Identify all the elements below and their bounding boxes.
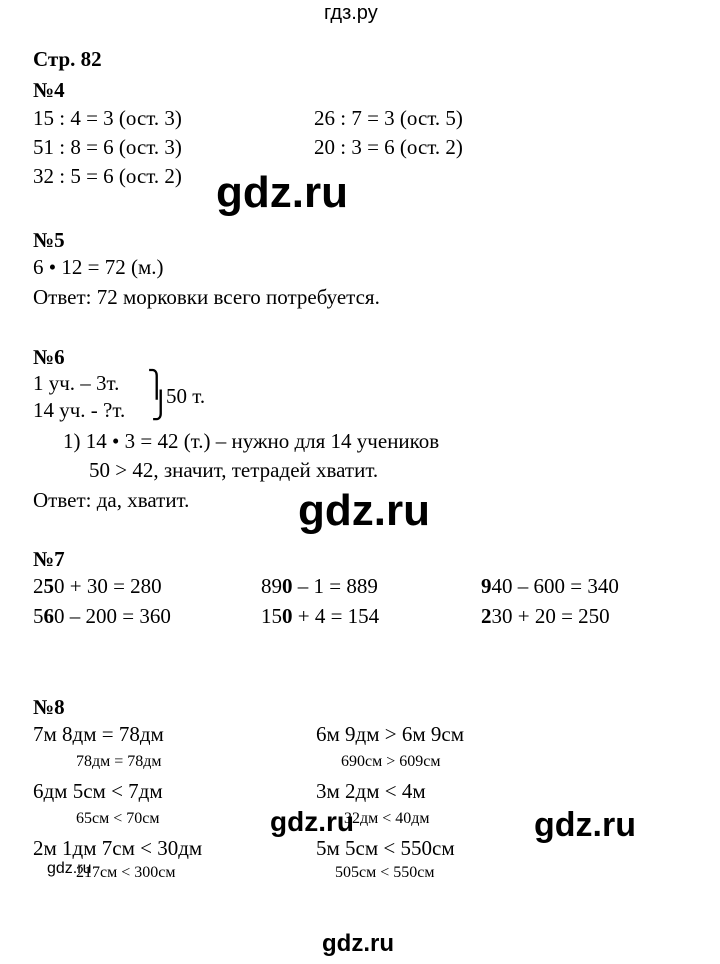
task8-conversion: 65см < 70см [76,810,160,827]
brace-icon: ⎫ [147,370,167,400]
task4-left-line: 51 : 8 = 6 (ост. 3) [33,135,182,159]
task8-comparison: 7м 8дм = 78дм [33,722,164,746]
task7-expression: 250 + 30 = 280 [33,574,162,598]
task7-expression: 230 + 20 = 250 [481,604,610,628]
task8-conversion: 690см > 609см [341,753,441,770]
task6-row2: 14 уч. - ?т. [33,398,126,422]
task4-right-line: 26 : 7 = 3 (ост. 5) [314,106,463,130]
task7-expression: 940 – 600 = 340 [481,574,619,598]
task8-conversion: 505см < 550см [335,864,435,881]
task5-line: 6 • 12 = 72 (м.) [33,255,164,279]
watermark: gdz.ru [47,860,92,877]
task4-left-line: 15 : 4 = 3 (ост. 3) [33,106,182,130]
task4-right-line: 20 : 3 = 6 (ост. 2) [314,135,463,159]
task7-expression: 560 – 200 = 360 [33,604,171,628]
task7-heading: №7 [33,547,65,571]
task7-expression: 150 + 4 = 154 [261,604,380,628]
task8-heading: №8 [33,695,65,719]
task6-step: 50 > 42, значит, тетрадей хватит. [89,458,379,482]
watermark: gdz.ru [216,168,348,217]
watermark: gdz.ru [534,806,636,844]
watermark: gdz.ru [322,930,394,957]
watermark: gdz.ru [270,806,354,837]
site-header: гдз.ру [324,2,378,24]
task6-heading: №6 [33,345,65,369]
task8-comparison: 6дм 5см < 7дм [33,779,163,803]
page-title: Стр. 82 [33,47,102,71]
task4-heading: №4 [33,78,65,102]
task8-conversion: 78дм = 78дм [76,753,162,770]
task8-comparison: 3м 2дм < 4м [316,779,426,803]
brace-icon: ⎭ [151,391,171,421]
task5-line: Ответ: 72 морковки всего потребуется. [33,285,380,309]
task8-comparison: 2м 1дм 7см < 30дм [33,836,203,860]
watermark: gdz.ru [298,486,430,535]
task8-comparison: 6м 9дм > 6м 9см [316,722,465,746]
task7-expression: 890 – 1 = 889 [261,574,378,598]
task6-step: 1) 14 • 3 = 42 (т.) – нужно для 14 учеников [63,429,440,453]
task8-conversion: 32дм < 40дм [344,810,430,827]
task6-total: 50 т. [166,384,206,408]
task6-answer: Ответ: да, хватит. [33,488,190,512]
task4-left-line: 32 : 5 = 6 (ост. 2) [33,164,182,188]
task5-heading: №5 [33,228,65,252]
task6-row1: 1 уч. – 3т. [33,371,120,395]
task8-conversion: 217см < 300см [76,864,176,881]
task8-comparison: 5м 5см < 550см [316,836,455,860]
